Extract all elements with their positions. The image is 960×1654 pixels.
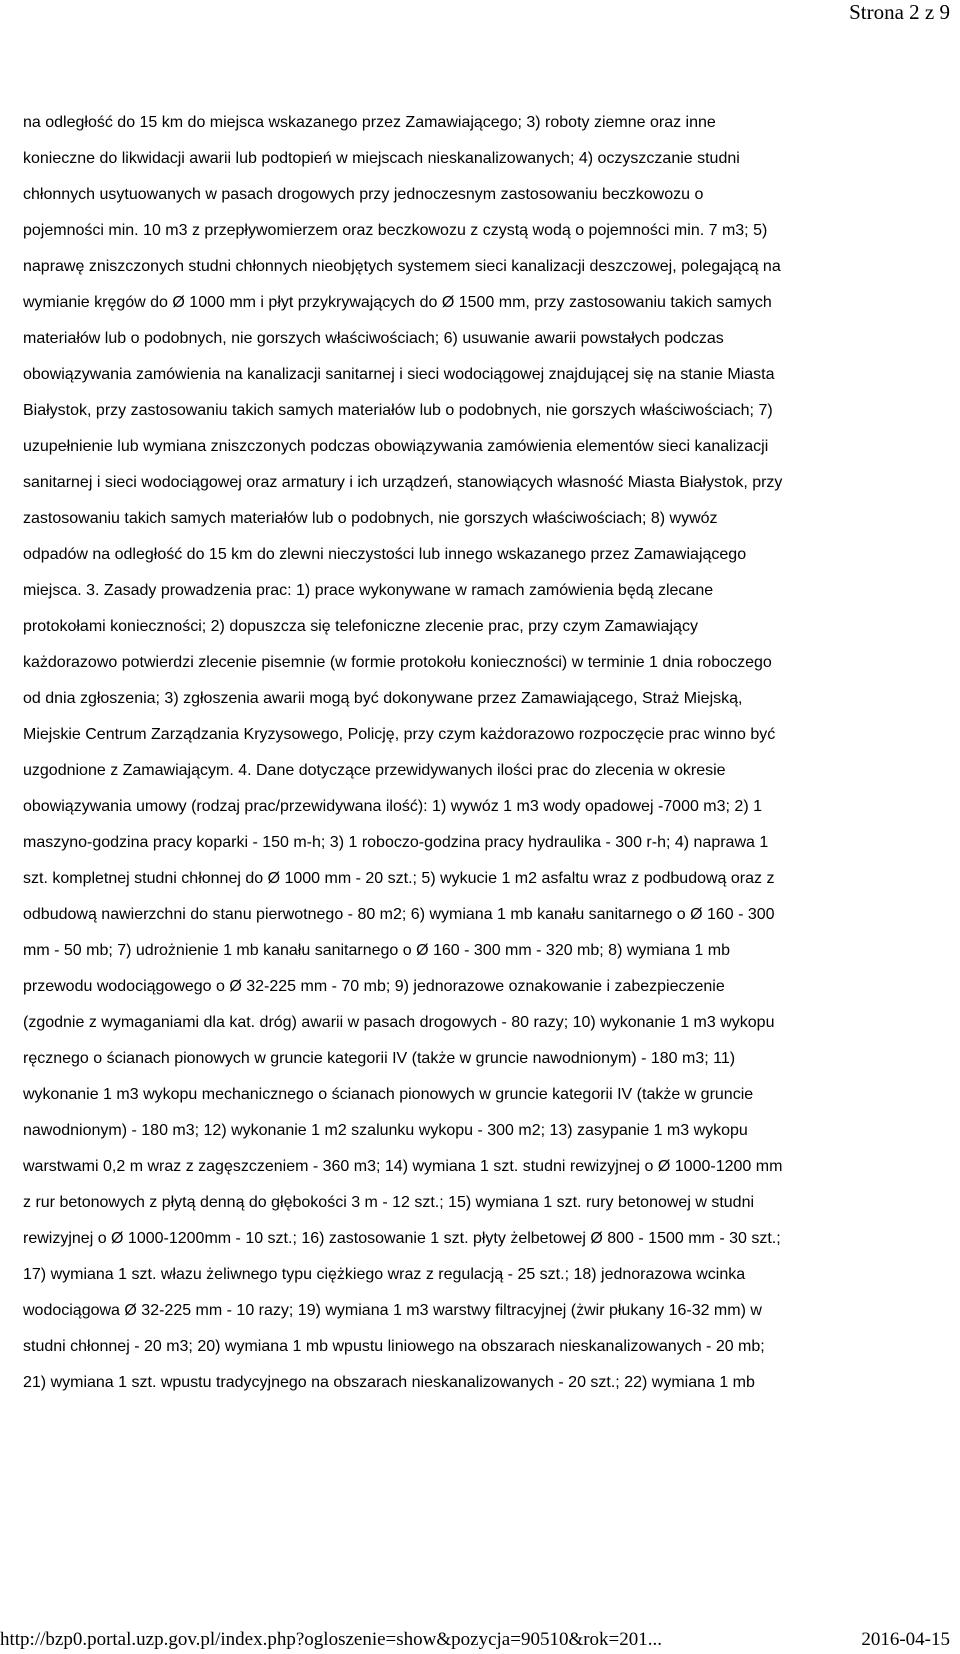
text-line: pojemności min. 10 m3 z przepływomierzem oraz beczkowozu z czystą wodą o pojemności min. 7 m3; 5)	[23, 222, 768, 239]
text-line: chłonnych usytuowanych w pasach drogowych przy jednoczesnym zastosowaniu beczkowozu o	[23, 186, 704, 203]
text-line: rewizyjnej o Ø 1000-1200mm - 10 szt.; 16) zastosowanie 1 szt. płyty żelbetowej Ø 800 - 1500 mm - 30 szt.;	[23, 1230, 781, 1247]
text-line: naprawę zniszczonych studni chłonnych nieobjętych systemem sieci kanalizacji deszczowej, polegającą na	[23, 258, 781, 275]
text-line: 21) wymiana 1 szt. wpustu tradycyjnego na obszarach nieskanalizowanych - 20 szt.; 22) wymiana 1 mb	[23, 1374, 755, 1391]
text-line: wodociągowa Ø 32-225 mm - 10 razy; 19) wymiana 1 m3 warstwy filtracyjnej (żwir płukany 16-32 mm) w	[23, 1302, 762, 1319]
text-line: obowiązywania umowy (rodzaj prac/przewidywana ilość): 1) wywóz 1 m3 wody opadowej -7000 m3; 2) 1	[23, 798, 762, 815]
text-line: (zgodnie z wymaganiami dla kat. dróg) awarii w pasach drogowych - 80 razy; 10) wykonanie 1 m3 wykopu	[23, 1014, 775, 1031]
text-line: od dnia zgłoszenia; 3) zgłoszenia awarii mogą być dokonywane przez Zamawiającego, Straż Miejską,	[23, 690, 743, 707]
text-line: konieczne do likwidacji awarii lub podtopień w miejscach nieskanalizowanych; 4) oczyszczanie studni	[23, 150, 740, 167]
text-line: Miejskie Centrum Zarządzania Kryzysowego, Policję, przy czym każdorazowo rozpoczęcie prac winno być	[23, 726, 776, 743]
text-line: warstwami 0,2 m wraz z zagęszczeniem - 360 m3; 14) wymiana 1 szt. studni rewizyjnej o Ø 1000-1200 mm	[23, 1158, 783, 1175]
document-body-text	[23, 105, 953, 1401]
text-line: ręcznego o ścianach pionowych w gruncie kategorii IV (także w gruncie nawodnionym) - 180 m3; 11)	[23, 1050, 736, 1067]
text-line: odpadów na odległość do 15 km do zlewni nieczystości lub innego wskazanego przez Zamawiającego	[23, 546, 747, 563]
text-line: nawodnionym) - 180 m3; 12) wykonanie 1 m2 szalunku wykopu - 300 m2; 13) zasypanie 1 m3 wykopu	[23, 1122, 748, 1139]
text-line: obowiązywania zamówienia na kanalizacji sanitarnej i sieci wodociągowej znajdującej się na stanie Miasta	[23, 366, 775, 383]
text-line: zastosowaniu takich samych materiałów lub o podobnych, nie gorszych właściwościach; 8) wywóz	[23, 510, 718, 527]
text-line: 17) wymiana 1 szt. włazu żeliwnego typu ciężkiego wraz z regulacją - 25 szt.; 18) jednorazowa wcinka	[23, 1266, 746, 1283]
text-line: przewodu wodociągowego o Ø 32-225 mm - 70 mb; 9) jednorazowe oznakowanie i zabezpieczenie	[23, 978, 725, 995]
text-line: wymianie kręgów do Ø 1000 mm i płyt przykrywających do Ø 1500 mm, przy zastosowaniu takich samych	[23, 294, 772, 311]
text-line: miejsca. 3. Zasady prowadzenia prac: 1) prace wykonywane w ramach zamówienia będą zlecane	[23, 582, 714, 599]
text-line: materiałów lub o podobnych, nie gorszych właściwościach; 6) usuwanie awarii powstałych podczas	[23, 330, 724, 347]
text-line: mm - 50 mb; 7) udrożnienie 1 mb kanału sanitarnego o Ø 160 - 300 mm - 320 mb; 8) wymiana 1 mb	[23, 942, 730, 959]
footer-date: 2016-04-15	[861, 1629, 950, 1650]
text-line: sanitarnej i sieci wodociągowej oraz armatury i ich urządzeń, stanowiących własność Miasta Białystok, przy	[23, 474, 783, 491]
text-line: wykonanie 1 m3 wykopu mechanicznego o ścianach pionowych w gruncie kategorii IV (także w gruncie	[23, 1086, 754, 1103]
text-line: Białystok, przy zastosowaniu takich samych materiałów lub o podobnych, nie gorszych właściwościach; 7)	[23, 402, 773, 419]
text-line: uzupełnienie lub wymiana zniszczonych podczas obowiązywania zamówienia elementów sieci kanalizacji	[23, 438, 769, 455]
page-footer	[0, 1626, 960, 1654]
text-line: studni chłonnej - 20 m3; 20) wymiana 1 mb wpustu liniowego na obszarach nieskanalizowanych - 20 mb;	[23, 1338, 765, 1355]
text-line: na odległość do 15 km do miejsca wskazanego przez Zamawiającego; 3) roboty ziemne oraz inne	[23, 114, 716, 131]
text-line: protokołami konieczności; 2) dopuszcza się telefoniczne zlecenie prac, przy czym Zamawiający	[23, 618, 698, 635]
footer-url: http://bzp0.portal.uzp.gov.pl/index.php?ogloszenie=show&pozycja=90510&rok=201...	[0, 1629, 663, 1650]
text-line: maszyno-godzina pracy koparki - 150 m-h; 3) 1 roboczo-godzina pracy hydraulika - 300 r-h; 4) naprawa 1	[23, 834, 769, 851]
text-line: odbudową nawierzchni do stanu pierwotnego - 80 m2; 6) wymiana 1 mb kanału sanitarnego o Ø 160 - 300	[23, 906, 775, 923]
text-line: z rur betonowych z płytą denną do głębokości 3 m - 12 szt.; 15) wymiana 1 szt. rury betonowej w studni	[23, 1194, 755, 1211]
text-line: uzgodnione z Zamawiającym. 4. Dane dotyczące przewidywanych ilości prac do zlecenia w okresie	[23, 762, 726, 779]
text-line: szt. kompletnej studni chłonnej do Ø 1000 mm - 20 szt.; 5) wykucie 1 m2 asfaltu wraz z podbudową oraz z	[23, 870, 775, 887]
page-number-label: Strona 2 z 9	[849, 0, 950, 24]
text-line: każdorazowo potwierdzi zlecenie pisemnie (w formie protokołu konieczności) w terminie 1 dnia roboczego	[23, 654, 772, 671]
